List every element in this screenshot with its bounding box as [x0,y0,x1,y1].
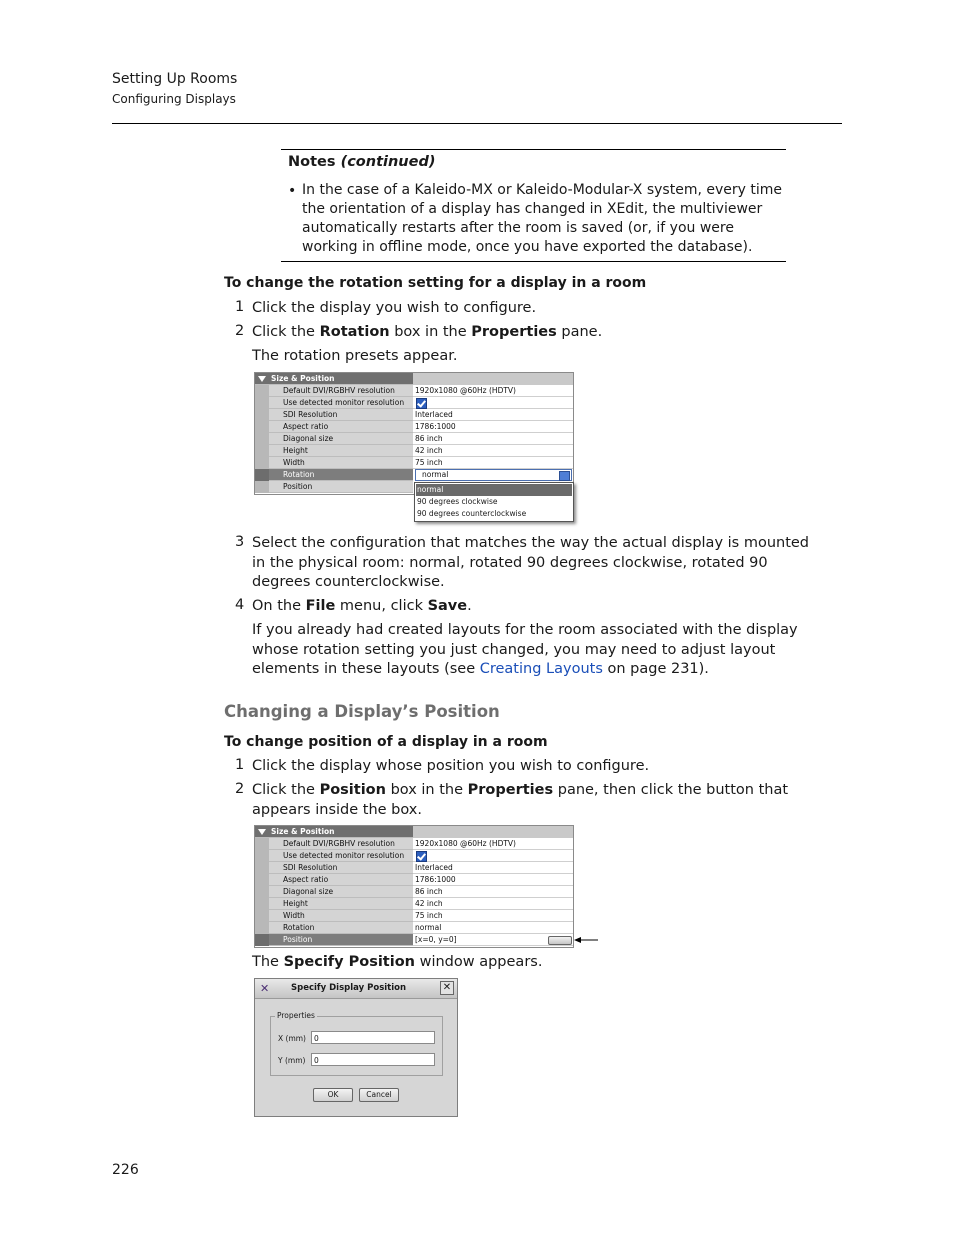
step-number: 3 [235,534,245,550]
row-value: 86 inch [415,434,443,443]
step-text: Select the configuration that matches the way the actual display is mounted in the physical room: normal, rotated 90 degrees clockwise, rotated 90 degrees counterclockwise. [252,535,810,590]
grid-header-row[interactable] [255,373,573,385]
step-text: On the File menu, click Save. [252,598,472,614]
ok-button[interactable]: OK [313,1088,353,1102]
grid-header-label: Size & Position [271,827,335,836]
checkbox-checked-icon[interactable] [416,398,427,409]
grid-row[interactable] [255,445,573,457]
dropdown-option[interactable]: normal [416,484,572,496]
notes-text: In the case of a Kaleido-MX or Kaleido-Modular-X system, every time the orientation of a display has changed in XEdit, the multiviewer automatically restarts after the room is saved (or, if you were working in offline mode, once you have exported the database). [302,182,782,255]
row-label: Diagonal size [283,434,334,443]
row-label: Width [283,911,305,920]
grid-row[interactable] [255,457,573,469]
grid-row[interactable] [255,385,573,397]
grid-row[interactable] [255,874,573,886]
x-label: X (mm) [278,1034,306,1043]
header-rule [112,123,842,124]
row-value: normal [415,923,442,932]
row-value: 1920x1080 @60Hz (HDTV) [415,386,516,395]
grid-row[interactable] [255,886,573,898]
row-label: Width [283,458,305,467]
grid-row[interactable] [255,910,573,922]
position-procedure-title: To change position of a display in a room [224,734,548,750]
step-number: 1 [235,299,245,315]
app-logo-icon: ✕ [260,982,270,995]
grid-row[interactable] [255,397,573,409]
step-text: Click the Rotation box in the Properties pane. [252,324,603,340]
row-label: Aspect ratio [283,875,329,884]
row-label: Aspect ratio [283,422,329,431]
row-value: 86 inch [415,887,443,896]
creating-layouts-link[interactable]: Creating Layouts [479,661,603,677]
dialog-titlebar[interactable] [255,979,457,999]
dropdown-arrow-icon[interactable] [559,471,570,481]
row-label: Default DVI/RGBHV resolution [283,839,395,848]
row-label: Height [283,899,308,908]
row-label: Rotation [283,470,315,479]
cancel-button[interactable]: Cancel [359,1088,399,1102]
properties-grid-rotation [254,372,574,495]
pointer-arrow-icon [574,934,600,946]
y-input[interactable]: 0 [311,1053,435,1066]
grid-row[interactable] [255,898,573,910]
row-value: 75 inch [415,458,443,467]
checkbox-checked-icon[interactable] [416,851,427,862]
rotation-select[interactable] [415,469,572,481]
ellipsis-button[interactable] [548,936,572,945]
row-label: SDI Resolution [283,863,338,872]
notes-box [281,149,786,262]
grid-header-label: Size & Position [271,374,335,383]
row-label: Use detected monitor resolution [283,851,405,860]
row-label: Position [283,935,313,944]
rotation-procedure-title: To change the rotation setting for a display in a room [224,275,647,291]
group-label: Properties [277,1011,315,1020]
dropdown-option[interactable]: 90 degrees clockwise [417,497,498,506]
notes-title: Notes (continued) [288,154,436,170]
section-heading: Changing a Display’s Position [224,702,500,721]
row-value: 75 inch [415,911,443,920]
dialog-title: Specify Display Position [291,983,407,993]
properties-group [270,1011,443,1076]
row-label: Use detected monitor resolution [283,398,405,407]
row-value: [x=0, y=0] [415,935,457,944]
properties-grid-position [254,825,574,948]
grid-row-position[interactable] [255,934,573,946]
collapse-triangle-icon[interactable] [258,376,266,382]
row-label: Position [283,482,313,491]
row-value: 1920x1080 @60Hz (HDTV) [415,839,516,848]
step-number: 2 [235,323,245,339]
row-value: 1786:1000 [415,875,456,884]
close-icon[interactable]: ✕ [440,981,454,995]
grid-row[interactable] [255,433,573,445]
grid-row[interactable] [255,862,573,874]
row-value: Interlaced [415,410,453,419]
step-number: 2 [235,781,245,797]
row-label: Height [283,446,308,455]
grid-row-rotation[interactable] [255,469,573,481]
specify-position-dialog [254,978,458,1117]
dropdown-option[interactable]: 90 degrees counterclockwise [417,509,527,518]
grid-row[interactable] [255,421,573,433]
step-text: Click the Position box in the Properties pane, then click the button that appears inside the box. [252,782,789,818]
step-text: Click the display you wish to configure. [252,300,537,316]
row-label: SDI Resolution [283,410,338,419]
row-value: 42 inch [415,899,443,908]
row-value: 1786:1000 [415,422,456,431]
grid-row[interactable] [255,850,573,862]
rotation-select-value: normal [422,470,449,479]
notes-bullet: • [288,183,297,199]
grid-row[interactable] [255,922,573,934]
rotation-dropdown-list [414,482,574,522]
row-label: Default DVI/RGBHV resolution [283,386,395,395]
grid-row[interactable] [255,409,573,421]
section-subtitle: Configuring Displays [112,92,236,106]
collapse-triangle-icon[interactable] [258,829,266,835]
step-result: The rotation presets appear. [252,348,458,364]
step-text: Click the display whose position you wish to configure. [252,758,650,774]
x-input[interactable]: 0 [311,1031,435,1044]
y-label: Y (mm) [278,1056,306,1065]
step-number: 4 [235,597,245,613]
row-label: Rotation [283,923,315,932]
grid-header-row[interactable] [255,826,573,838]
page-number: 226 [112,1162,139,1178]
row-label: Diagonal size [283,887,334,896]
row-value: 42 inch [415,446,443,455]
row-value: Interlaced [415,863,453,872]
step-paragraph: If you already had created layouts for the room associated with the display whose rotation setting you just changed, you may need to adjust layout elements in these layouts (see Creating Layouts on page 231). [252,622,798,677]
step-number: 1 [235,757,245,773]
step-result: The Specify Position window appears. [252,954,543,970]
grid-row[interactable] [255,838,573,850]
chapter-title: Setting Up Rooms [112,71,238,87]
